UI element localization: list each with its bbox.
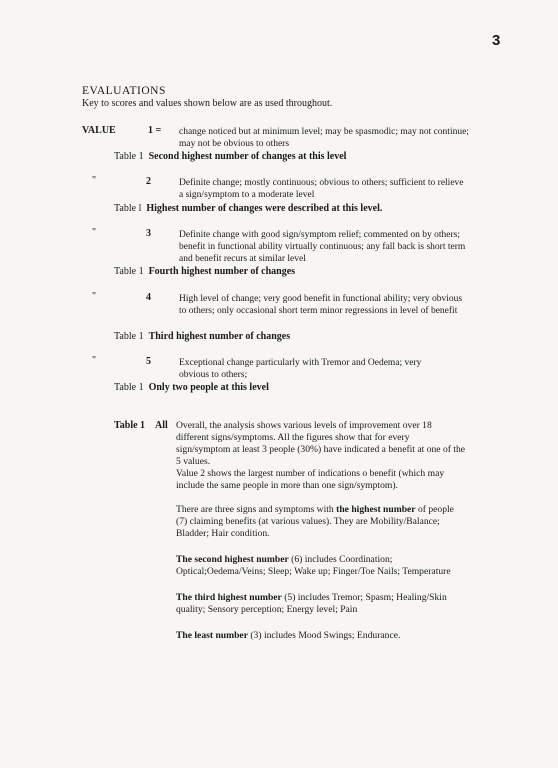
table-label: Table 1: [114, 331, 144, 342]
third-bold: The third highest number: [176, 592, 282, 603]
ditto-mark: ": [92, 355, 97, 366]
table-label: Table 1: [114, 151, 144, 162]
overall-paragraph: Overall, the analysis shows various levels of improvement over 18 different signs/symptoms. All the figures show that for every sign/symptom at least 3 people (30%) have indicated a benefit at one of the 5 values.: [176, 420, 466, 467]
summary-body: [176, 420, 466, 642]
second-paragraph: [176, 554, 466, 578]
table-note-text: Second highest number of changes at this level: [148, 151, 347, 162]
value2-paragraph: Value 2 shows the largest number of indications o benefit (which may include the same people in more than one sign/symptom).: [176, 468, 445, 491]
least-paragraph: [176, 630, 466, 642]
second-bold: The second highest number: [176, 554, 289, 565]
value-description: change noticed but at minimum level; may be spasmodic; may not continue; may not be obvious to others: [179, 127, 469, 149]
table-note-text: Third highest number of changes: [148, 331, 291, 342]
key-text: Key to scores and values shown below are as used throughout.: [82, 98, 333, 109]
highest-rest: of people (7) claiming benefits (at various values). They are Mobility/Balance; Bladder; Hair condition.: [176, 504, 454, 539]
table-note-text: Highest number of changes were described at this level.: [146, 203, 383, 214]
highest-bold: the highest number: [336, 504, 416, 515]
value-description: High level of change; very good benefit in functional ability; very obvious to others; only occasional short term minor regressions in level of benefit: [179, 294, 463, 316]
ditto-mark: ": [92, 291, 97, 302]
table-label: Table l: [114, 203, 142, 214]
table-note: [114, 151, 346, 162]
table-note-text: Fourth highest number of changes: [148, 266, 296, 277]
third-rest: (5) includes Tremor; Spasm; Healing/Skin quality; Sensory perception; Energy level; Pain: [176, 592, 447, 615]
table-label: Table 1: [114, 266, 144, 277]
highest-intro: There are three signs and symptoms with: [176, 504, 334, 515]
ditto-mark: ": [92, 175, 97, 186]
value-number: 4: [146, 292, 151, 303]
highest-paragraph: [176, 504, 466, 540]
value-description: Definite change; mostly continuous; obvious to others; sufficient to relieve a sign/symptom to a moderate level: [179, 178, 464, 200]
table-note: [114, 382, 269, 393]
value-label: VALUE: [82, 125, 116, 136]
table-note: [114, 331, 290, 342]
value-number: 1 =: [148, 125, 162, 136]
value-number: 5: [146, 356, 151, 367]
table-note-text: Only two people at this level: [148, 382, 269, 393]
third-paragraph: [176, 592, 466, 616]
value-description: Definite change with good sign/symptom relief; commented on by others; benefit in functional ability virtually continuous; any fall back is short term and benefit recurs at similar level: [179, 230, 466, 264]
summary-table-label: Table 1: [114, 420, 146, 431]
section-heading: EVALUATIONS: [82, 85, 166, 97]
page-number: 3: [492, 32, 501, 49]
ditto-mark: ": [92, 227, 97, 238]
table-label: Table 1: [114, 382, 144, 393]
table-note: [114, 266, 295, 277]
summary-all-label: All: [155, 420, 168, 431]
least-bold: The least number: [176, 630, 248, 641]
value-number: 3: [146, 228, 151, 239]
value-description: Exceptional change particularly with Tremor and Oedema; very obvious to others;: [179, 358, 422, 380]
table-note: [114, 203, 382, 214]
second-rest: (6) includes Coordination; Optical;Oedema/Veins; Sleep; Wake up; Finger/Toe Nails; Temperature: [176, 554, 451, 577]
value-number: 2: [146, 176, 151, 187]
least-rest: (3) includes Mood Swings; Endurance.: [250, 630, 401, 641]
